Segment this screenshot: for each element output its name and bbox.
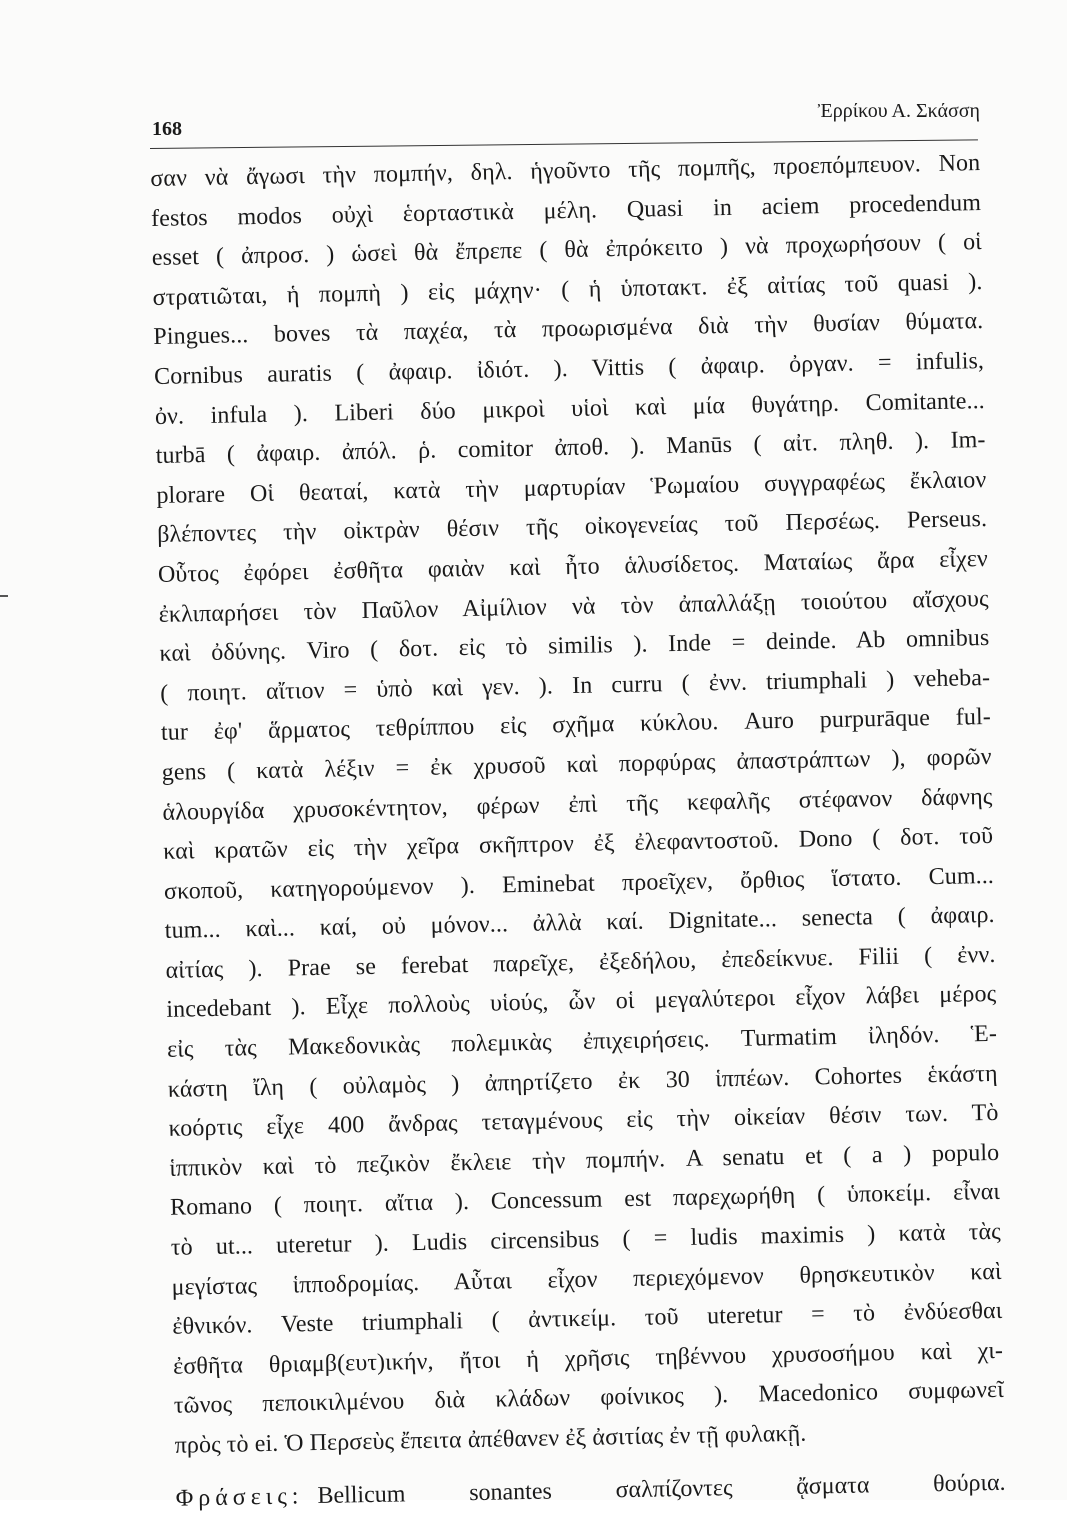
- text-line: μεγίστας ἱπποδρομίας. Αὗται εἶχον περιεχόμενον θρησκευτικὸν καὶ: [171, 1258, 1002, 1301]
- text-line: τῶνος πεποικιλμένου διὰ κλάδων φοίνικος ). Macedonico συμφωνεῖ: [173, 1377, 1005, 1420]
- text-line: ἐθνικόν. Veste triumphali ( ἀντικείμ. τοῦ uteretur = τὸ ἐνδύεσθαι: [172, 1298, 1003, 1341]
- text-line: ὀν. infula ). Liberi δύο μικροὶ υἱοὶ καὶ μία θυγάτηρ. Comitante...: [154, 387, 986, 430]
- text-line: esset ( ἀπροσ. ) ὡσεὶ θὰ ἔπρεπε ( θὰ ἐπρόκειτο ) νὰ προχωρήσουν ( οἱ: [151, 229, 982, 272]
- text-line: πρὸς τὸ ei. Ὁ Περσεὺς ἔπειτα ἀπέθανεν ἐξ ἀσιτίας ἐν τῇ φυλακῇ.: [174, 1420, 807, 1459]
- phrases-line: [175, 1462, 1006, 1518]
- text-line: Pingues... boves τὰ παχέα, τὰ προωρισμένα διὰ τὴν θυσίαν θύματα.: [153, 308, 984, 351]
- text-line: στρατιῶται, ἡ πομπὴ ) εἰς μάχην· ( ἡ ὑποτακτ. ἐξ αἰτίας τοῦ quasi ).: [152, 268, 983, 311]
- text-line: κοόρτις εἶχε 400 ἄνδρας τεταγμένους εἰς τὴν οἰκείαν θέσιν των. Τὸ: [168, 1100, 999, 1143]
- text-line: ἁλουργίδα χρυσοκέντητον, φέρων ἐπὶ τῆς κεφαλῆς στέφανον δάφνης: [162, 783, 993, 826]
- text-line: αἰτίας ). Prae se ferebat παρεῖχε, ἐξεδήλου, ἐπεδείκνυε. Filii ( ἐνν.: [165, 941, 996, 984]
- text-line: ( ποιητ. αἴτιον = ὑπὸ καὶ γεν. ). In curru ( ἐνν. triumphali ) veheba-: [159, 664, 991, 707]
- running-head: [150, 100, 980, 140]
- text-line: tur ἐφ' ἅρματος τεθρίππου εἰς σχῆμα κύκλου. Auro purpurāque ful-: [160, 704, 992, 747]
- text-line: κάστη ἴλη ( οὐλαμὸς ) ἀπηρτίζετο ἐκ 30 ἱππέων. Cohortes ἑκάστη: [167, 1060, 998, 1103]
- text-line: καὶ ὀδύνης. Viro ( δοτ. εἰς τὸ similis ). Inde = deinde. Ab omnibus: [159, 625, 990, 668]
- text-line: καὶ κρατῶν εἰς τὴν χεῖρα σκῆπτρον ἐξ ἐλεφαντοστοῦ. Dono ( δοτ. τοῦ: [163, 823, 994, 865]
- text-line: plorare Οἱ θεαταί, κατὰ τὴν μαρτυρίαν Ῥωμαίου συγγραφέως ἔκλαιον: [156, 466, 987, 509]
- commentary-body: [150, 144, 1006, 1518]
- text-line: ἐσθῆτα θριαμβ(ευτ)ικήν, ἤτοι ἡ χρῆσις τηβέννου χρυσοσήμου καὶ χι-: [172, 1337, 1004, 1380]
- text-line: turbā ( ἀφαιρ. ἀπόλ. ῥ. comitor ἀποθ. ). Manūs ( αἰτ. πληθ. ). Im-: [155, 427, 986, 470]
- text-line: σκοποῦ, κατηγορούμενον ). Eminebat προεῖχεν, ὄρθιος ἵστατο. Cum...: [163, 862, 995, 905]
- text-line: ἱππικὸν καὶ τὸ πεζικὸν ἔκλειε τὴν πομπήν. A senatu et ( a ) populo: [169, 1139, 1000, 1182]
- page-number: 168: [152, 118, 182, 140]
- text-line: gens ( κατὰ λέξιν = ἐκ χρυσοῦ καὶ πορφύρας ἀπαστράπτων ), φορῶν: [161, 743, 992, 786]
- text-line: ἐκλιπαρήσει τὸν Παῦλον Αἰμίλιον νὰ τὸν ἀπαλλάξῃ τοιούτου αἴσχους: [158, 585, 989, 628]
- text-line: Cornibus auratis ( ἀφαιρ. ἰδιότ. ). Vittis ( ἀφαιρ. ὀργαν. = infulis,: [153, 347, 985, 390]
- margin-mark: [0, 595, 8, 597]
- running-title: Ἐρρίκου Α. Σκάσση: [817, 100, 980, 122]
- text-line: Romano ( ποιητ. αἴτια ). Concessum est παρεχωρήθη ( ὑποκείμ. εἶναι: [169, 1179, 1001, 1222]
- text-line: τὸ ut... uteretur ). Ludis circensibus ( = ludis maximis ) κατὰ τὰς: [170, 1218, 1001, 1261]
- text-line: σαν νὰ ἄγωσι τὴν πομπήν, δηλ. ἡγοῦντο τῆς πομπῆς, προεπόμπευον. Non: [150, 150, 981, 192]
- phrases-label: Φράσεις:: [175, 1482, 304, 1512]
- text-line: tum... καὶ... καί, οὐ μόνον... ἀλλὰ καί. Dignitate... senecta ( ἀφαιρ.: [164, 902, 995, 945]
- text-line: incedebant ). Εἶχε πολλοὺς υἱούς, ὧν οἱ μεγαλύτεροι εἶχον λάβει μέρος: [166, 981, 997, 1024]
- phrases-text: Bellicum sonantes σαλπίζοντες ᾄσματα θούρια.: [317, 1469, 1006, 1509]
- text-line: εἰς τὰς Μακεδονικὰς πολεμικὰς ἐπιχειρήσεις. Turmatim ἰληδόν. Ἑ-: [166, 1020, 998, 1063]
- text-line: Οὗτος ἐφόρει ἐσθῆτα φαιὰν καὶ ἦτο ἁλυσίδετος. Ματαίως ἄρα εἶχεν: [157, 545, 989, 588]
- text-line: βλέποντες τὴν οἰκτρὰν θέσιν τῆς οἰκογενείας τοῦ Περσέως. Perseus.: [156, 506, 988, 549]
- text-line: festos modos οὐχὶ ἑορταστικὰ μέλη. Quasi in aciem procedendum: [150, 189, 982, 232]
